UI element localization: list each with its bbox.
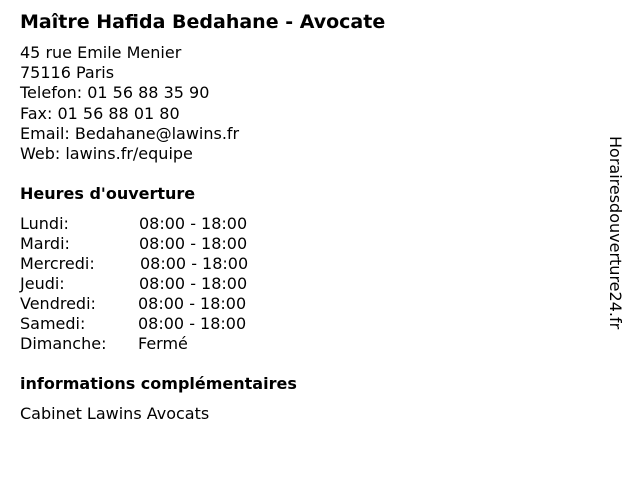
address-street: 45 rue Emile Menier	[20, 43, 182, 62]
day-label: Mardi:	[20, 234, 70, 253]
day-label: Dimanche:	[20, 334, 107, 353]
email-address: Email: Bedahane@lawins.fr	[20, 123, 240, 143]
additional-info-heading: informations complémentaires	[20, 374, 297, 393]
day-label: Jeudi:	[20, 274, 65, 293]
time-range: Fermé	[138, 334, 188, 353]
site-watermark: Horairesdouverture24.fr	[606, 136, 625, 330]
day-label: Vendredi:	[20, 294, 96, 313]
day-label: Mercredi:	[20, 254, 95, 273]
time-range: 08:00 - 18:00	[139, 214, 248, 233]
additional-info-text: Cabinet Lawins Avocats	[20, 404, 210, 423]
address-city: 75116 Paris	[20, 63, 115, 83]
day-label: Samedi:	[20, 314, 86, 333]
opening-hours-heading: Heures d'ouverture	[20, 184, 196, 203]
contact-block	[20, 43, 239, 164]
fax-number: Fax: 01 56 88 01 80	[20, 103, 180, 123]
phone-number: Telefon: 01 56 88 35 90	[20, 83, 210, 103]
time-range: 08:00 - 18:00	[138, 314, 247, 333]
time-range: 08:00 - 18:00	[140, 254, 249, 273]
website: Web: lawins.fr/equipe	[20, 143, 193, 163]
time-range: 08:00 - 18:00	[139, 234, 248, 253]
day-label: Lundi:	[20, 214, 69, 233]
time-range: 08:00 - 18:00	[139, 274, 248, 293]
page-title: Maître Hafida Bedahane - Avocate	[20, 11, 386, 33]
time-range: 08:00 - 18:00	[138, 294, 247, 313]
